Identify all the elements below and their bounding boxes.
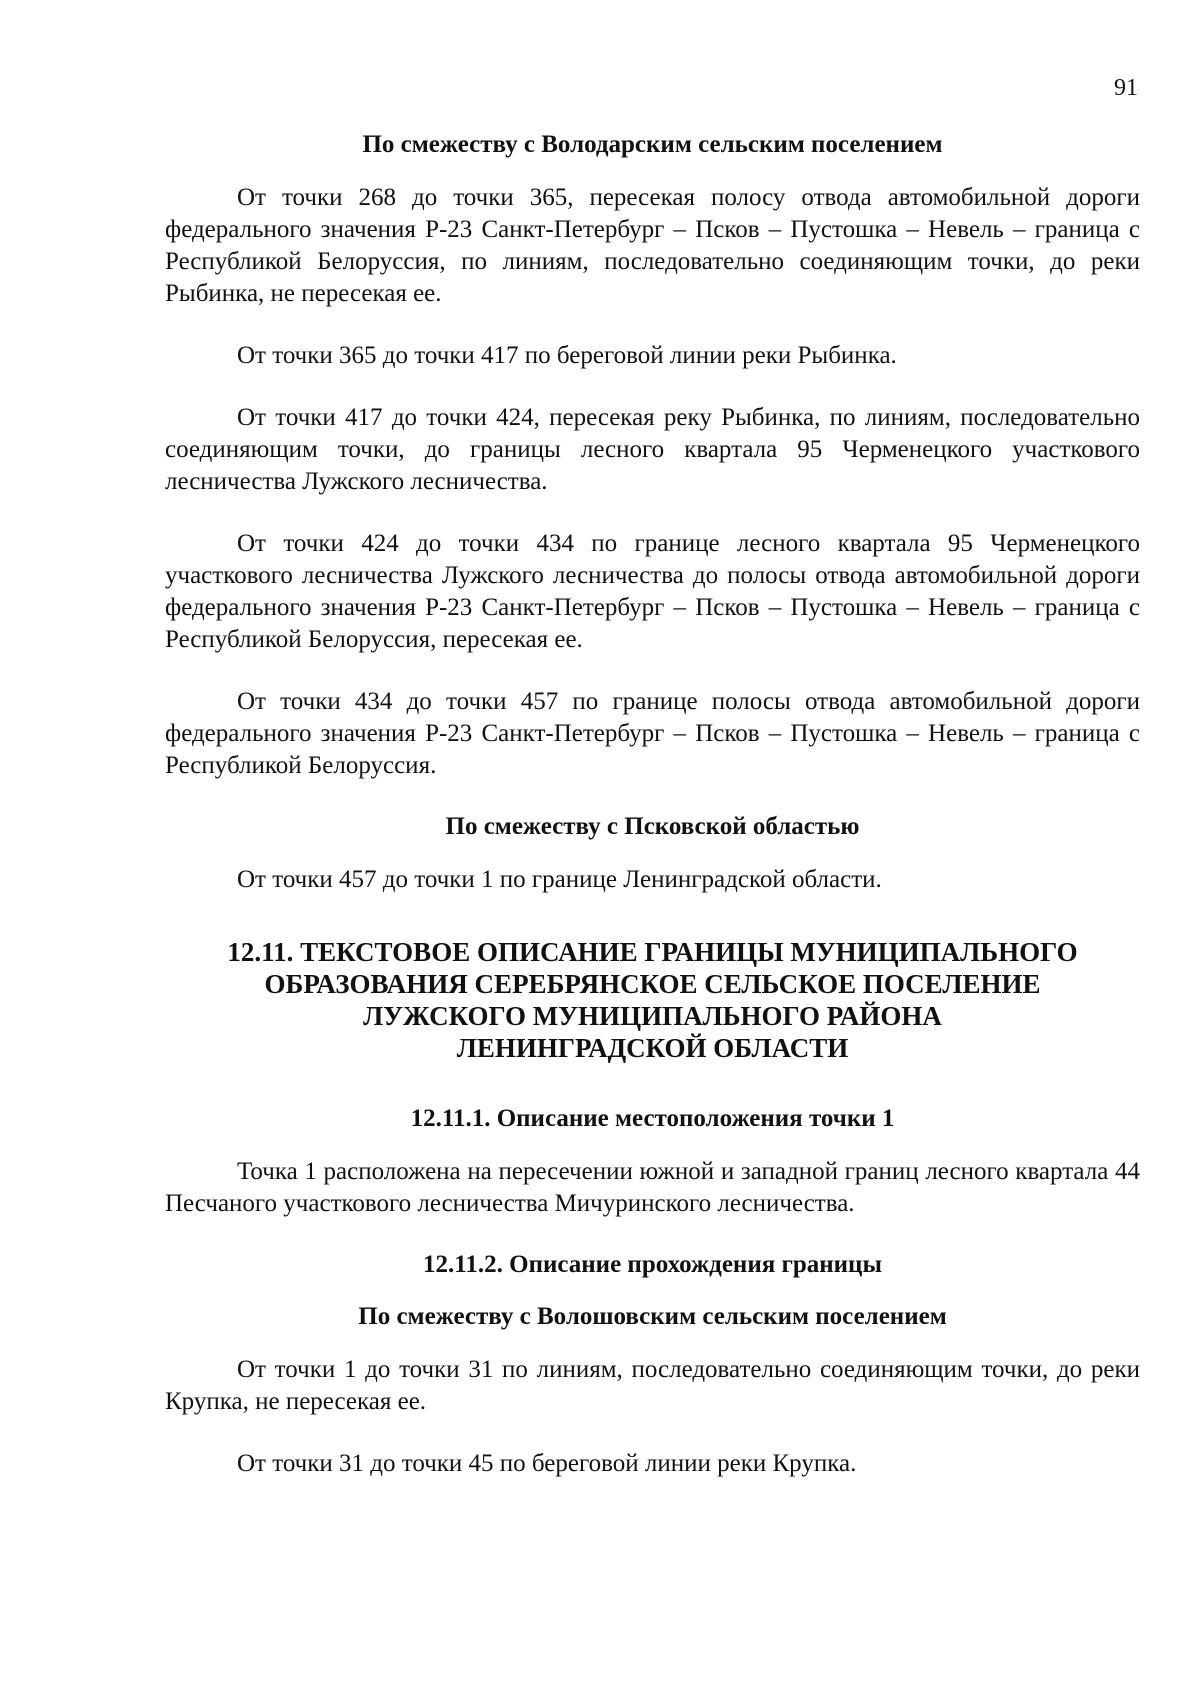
main-heading-line-4: ЛЕНИНГРАДСКОЙ ОБЛАСТИ [456, 1033, 849, 1063]
page-number: 91 [1114, 75, 1138, 101]
main-heading-line-1: 12.11. ТЕКСТОВОЕ ОПИСАНИЕ ГРАНИЦЫ МУНИЦИПАЛЬНОГО [227, 937, 1078, 967]
section-subheading-volodarskoe: По смежеству с Володарским сельским поселением [362, 131, 943, 158]
main-heading [165, 936, 1140, 1064]
section-subheading-pskov: По смежеству с Псковской областью [445, 813, 860, 840]
paragraph-457-1: От точки 457 до точки 1 по границе Ленинградской области. [237, 866, 882, 893]
paragraph-point-1-location: Точка 1 расположена на пересечении южной и западной границ лесного квартала 44 Песчаного участкового лесничества Мичуринского лесничества. [165, 1158, 1140, 1217]
paragraph-31-45: От точки 31 до точки 45 по береговой линии реки Крупка. [237, 1450, 857, 1477]
main-heading-line-2: ОБРАЗОВАНИЯ СЕРЕБРЯНСКОЕ СЕЛЬСКОЕ ПОСЕЛЕНИЕ [264, 969, 1041, 999]
paragraph-434-457: От точки 434 до точки 457 по границе полосы отвода автомобильной дороги федерального значения Р-23 Санкт-Петербург – Псков – Пустошка – Невель – граница с Республикой Белоруссия. [165, 688, 1140, 779]
paragraph-1-31: От точки 1 до точки 31 по линиям, последовательно соединяющим точки, до реки Крупка, не пересекая ее. [165, 1356, 1140, 1415]
document-body [165, 130, 1140, 1480]
main-heading-line-3: ЛУЖСКОГО МУНИЦИПАЛЬНОГО РАЙОНА [363, 1001, 942, 1031]
section-subheading-12-11-2: 12.11.2. Описание прохождения границы [423, 1251, 882, 1278]
section-subheading-voloshovo: По смежеству с Волошовским сельским поселением [358, 1303, 947, 1330]
section-subheading-12-11-1: 12.11.1. Описание местоположения точки 1 [410, 1105, 895, 1132]
paragraph-365-417: От точки 365 до точки 417 по береговой линии реки Рыбинка. [237, 342, 897, 369]
paragraph-424-434: От точки 424 до точки 434 по границе лесного квартала 95 Черменецкого участкового лесничества Лужского лесничества до полосы отвода автомобильной дороги федерального значения Р-23 Санкт-Петербург – Псков – Пустошка – Невель – граница с Республикой Белоруссия, пересекая ее. [165, 530, 1140, 653]
paragraph-417-424: От точки 417 до точки 424, пересекая реку Рыбинка, по линиям, последовательно соединяющим точки, до границы лесного квартала 95 Черменецкого участкового лесничества Лужского лесничества. [165, 404, 1140, 495]
paragraph-268-365: От точки 268 до точки 365, пересекая полосу отвода автомобильной дороги федерального значения Р-23 Санкт-Петербург – Псков – Пустошка – Невель – граница с Республикой Белоруссия, по линиям, последовательно соединяющим точки, до реки Рыбинка, не пересекая ее. [165, 184, 1140, 307]
